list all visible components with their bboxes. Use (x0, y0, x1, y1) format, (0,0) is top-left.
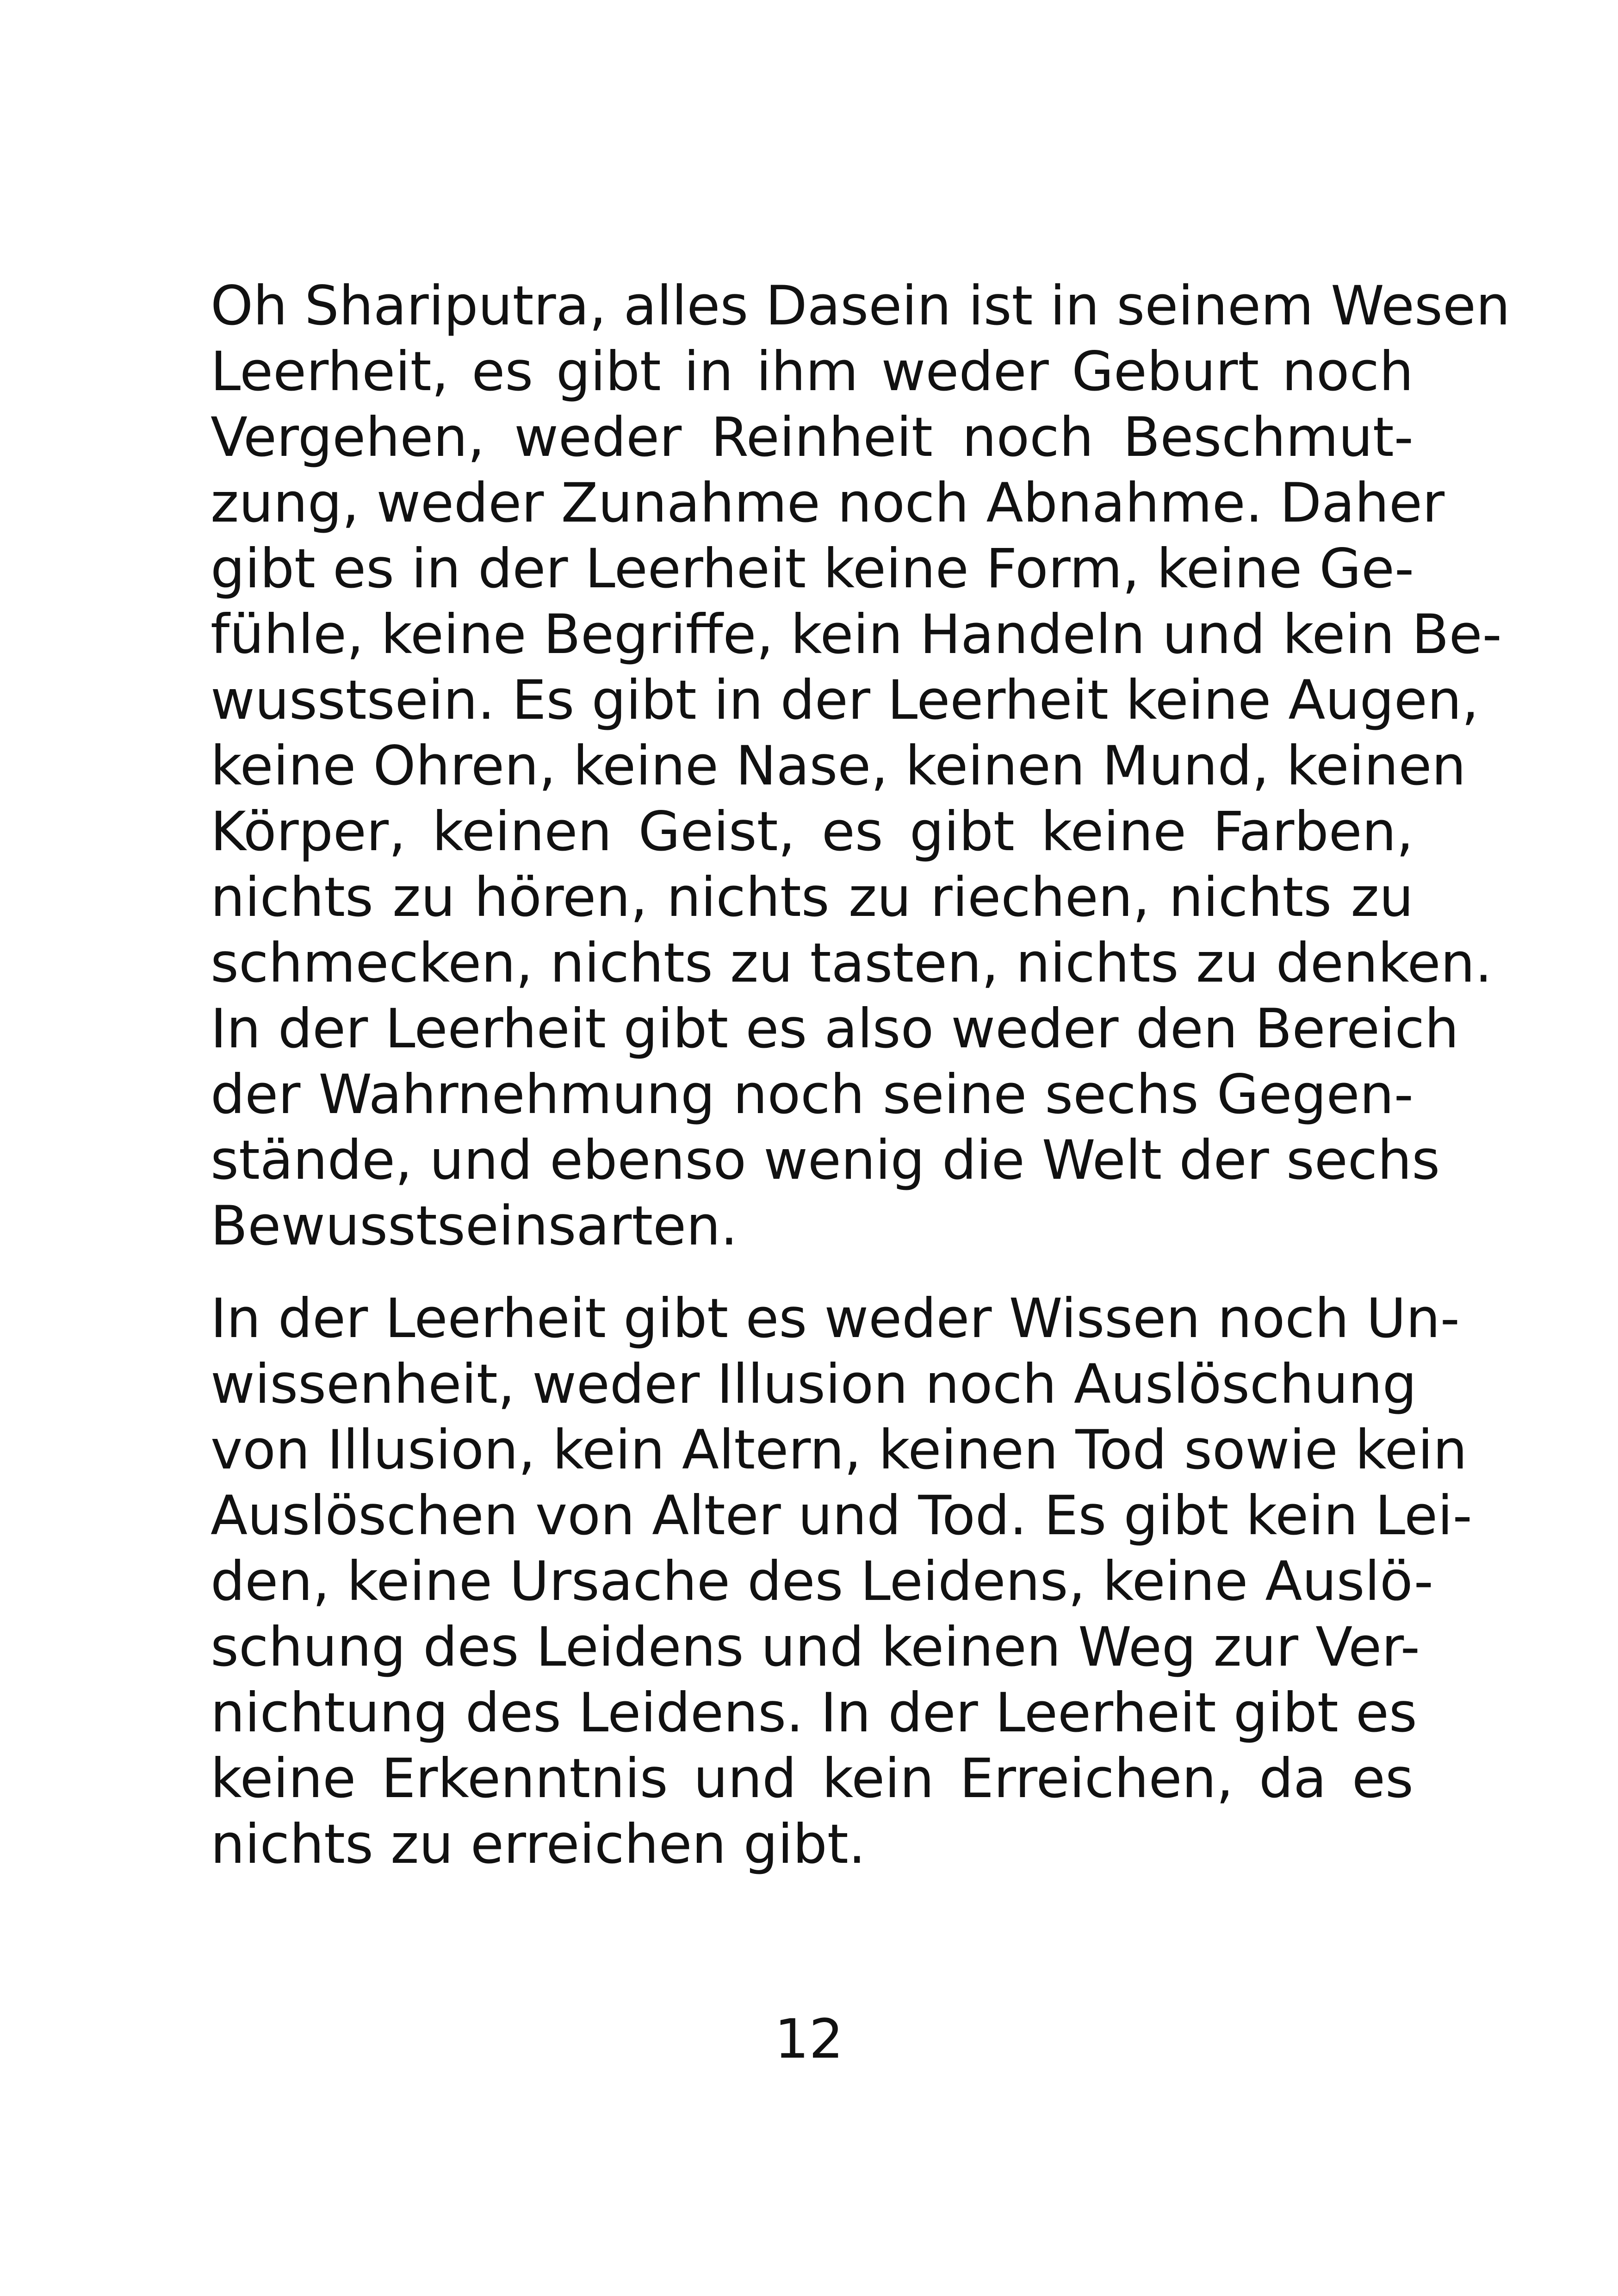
text-line: keine Ohren, keine Nase, keinen Mund, keinen (211, 734, 1466, 797)
page-number: 12 (775, 2007, 843, 2071)
text-line: zung, weder Zunahme noch Abnahme. Daher (211, 471, 1445, 535)
text-line: stände, und ebenso wenig die Welt der sechs (211, 1128, 1440, 1192)
text-line: wissenheit, weder Illusion noch Auslöschung (211, 1352, 1417, 1416)
text-line: Leerheit, es gibt in ihm weder Geburt noch (211, 340, 1413, 403)
text-line: In der Leerheit gibt es weder Wissen noch Un- (211, 1287, 1460, 1350)
text-line: Oh Shariputra, alles Dasein ist in seinem Wesen (211, 274, 1511, 337)
body-text (211, 273, 1511, 1877)
text-line: In der Leerheit gibt es also weder den Bereich (211, 997, 1459, 1060)
text-line: Auslöschen von Alter und Tod. Es gibt kein Lei- (211, 1484, 1472, 1547)
text-line: nichts zu erreichen gibt. (211, 1812, 866, 1876)
text-line: keine Erkenntnis und kein Erreichen, da es (211, 1747, 1413, 1810)
text-line: fühle, keine Begriffe, kein Handeln und kein Be- (211, 603, 1502, 666)
text-line: gibt es in der Leerheit keine Form, keine Ge- (211, 537, 1414, 600)
text-line: nichts zu hören, nichts zu riechen, nichts zu (211, 865, 1413, 929)
text-line: der Wahrnehmung noch seine sechs Gegen- (211, 1063, 1413, 1126)
text-line: den, keine Ursache des Leidens, keine Auslö- (211, 1549, 1434, 1613)
text-line: schmecken, nichts zu tasten, nichts zu denken. (211, 931, 1492, 995)
paragraph-2 (211, 1286, 1472, 1877)
text-line: Körper, keinen Geist, es gibt keine Farben, (211, 800, 1413, 863)
text-line: Bewusstseinsarten. (211, 1194, 738, 1257)
text-line: von Illusion, kein Altern, keinen Tod sowie kein (211, 1418, 1468, 1481)
text-line: nichtung des Leidens. In der Leerheit gibt es (211, 1681, 1417, 1744)
paragraph-1 (211, 273, 1511, 1259)
text-line: Vergehen, weder Reinheit noch Beschmut- (211, 405, 1413, 469)
text-line: schung des Leidens und keinen Weg zur Ver- (211, 1615, 1420, 1679)
text-line: wusstsein. Es gibt in der Leerheit keine Augen, (211, 668, 1479, 732)
